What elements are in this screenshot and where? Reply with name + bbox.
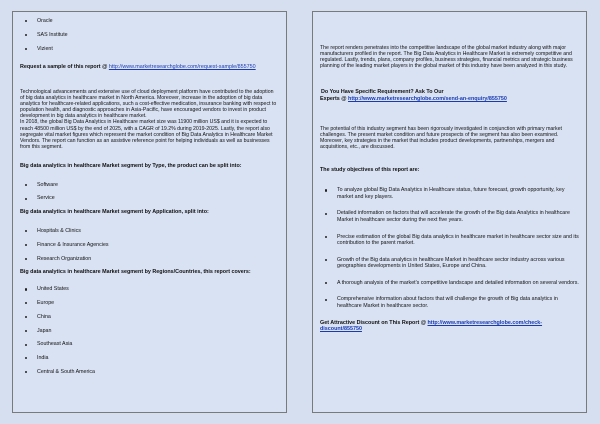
list-item: Research Organization [20,256,279,263]
list-item: Europe [20,300,279,307]
list-item: China [20,314,279,321]
list-item: Software [20,182,279,189]
list-item: United States [20,286,279,293]
company-list [20,18,279,52]
list-item: SAS Institute [20,32,279,39]
segment-type-heading: Big data analytics in healthcare Market segment by Type, the product can be split into: [20,162,242,169]
list-item: Central & South America [20,369,279,376]
list-item: Southeast Asia [20,341,279,348]
application-list [20,228,279,262]
list-item: To analyze global Big Data Analytics in Healthcare status, future forecast, growth opportunity, key market and key players. [320,187,579,200]
discount-label: Get Attractive Discount on This Report @ [320,319,428,326]
competitive-landscape-paragraph: The report renders penetrates into the competitive landscape of the global market industry along with major manufacturers profiled in the report. The Big Data Analytics in Healthcare Market is extremely competitive and regulated. Lastly, trends, plans, company profiles, business strategies, financial metrics and strategic business planning of the leading market players in the global market of this industry have been analyzed in this study. [320,45,573,70]
enquiry-link[interactable]: http://www.marketresearchglobe.com/send-an-enquiry/855750 [348,96,507,103]
document-page-left [12,11,287,413]
experts-label: Experts @ [320,96,349,103]
list-item: Oracle [20,18,279,25]
list-item: A thorough analysis of the market's competitive landscape and detailed information on several vendors. [320,280,579,287]
list-item: Japan [20,328,279,335]
intro-paragraph: Technological advancements and extensive use of cloud deployment platform have contributed to the adoption of big data analytics in healthcare market in North America. Moreover, increase in the adoption of big data analytics for healthcare-related applications, such a cost-effective medication, insurance banking with respect to population health, and diagnostic approaches in Asia-Pacific, have encouraged vendors to invest in product development in big data analytics in healthcare market. [20,88,277,120]
list-item: Service [20,195,279,202]
potential-paragraph: The potential of this industry segment has been rigorously investigated in conjunction with primary market challenges. The present market condition and future prospects of the segment has also been examined. Moreover, key strategies in the market that includes product developments, partnerships, mergers and acquisitions, etc., are discussed. [320,125,562,151]
list-item: Precise estimation of the global Big data analytics in healthcare market in healthcare sector size and its contribution to the parent market. [320,234,579,247]
type-list [20,182,279,202]
experts-line [320,96,579,103]
objectives-heading: The study objectives of this report are: [320,167,420,174]
document-page-right [312,11,587,413]
market-size-paragraph: In 2018, the global Big Data Analytics in Healthcare market size was 11900 million US$ and it is expected to reach 48500 million US$ by the end of 2025, with a CAGR of 19.2% during 2019-2025. Lastly, the report also segregate vital market figures which represent the market condition of Big Data Analytics in Healthcare Market Vendors. The report can function as an assistive reference point for helping individuals as well as businesses from this segment. [20,119,273,150]
experts-heading: Do You Have Specific Requirement? Ask To Our [321,89,444,96]
list-item: Vizient [20,46,279,53]
discount-line [320,320,579,334]
list-item: India [20,355,279,362]
discount-link[interactable]: http://www.marketresearchglobe.com/check-discount/855750 [320,319,543,333]
list-item: Detailed information on factors that will accelerate the growth of the Big data Analytics in healthcare Market in healthcare sector during the next five years. [320,210,579,223]
segment-application-heading: Big data analytics in healthcare Market segment by Application, split into: [20,209,209,216]
request-sample-link[interactable]: http://www.marketresearchglobe.com/request-sample/855750 [108,64,256,71]
request-sample-label: Request a sample of this report @ [20,64,109,71]
list-item: Comprehensive information about factors that will challenge the growth of Big data analytics in healthcare Market in healthcare sector. [320,296,579,309]
objectives-list [320,187,579,310]
request-sample-line [20,64,279,71]
list-item: Growth of the Big data analytics in healthcare Market in healthcare sector industry across various geographies developments in United States, Europe and China. [320,257,579,270]
segment-regions-heading: Big data analytics in healthcare Market segment by Regions/Countries, this report covers: [20,269,251,276]
regions-list [20,286,279,375]
list-item: Hospitals & Clinics [20,228,279,235]
list-item: Finance & Insurance Agencies [20,242,279,249]
